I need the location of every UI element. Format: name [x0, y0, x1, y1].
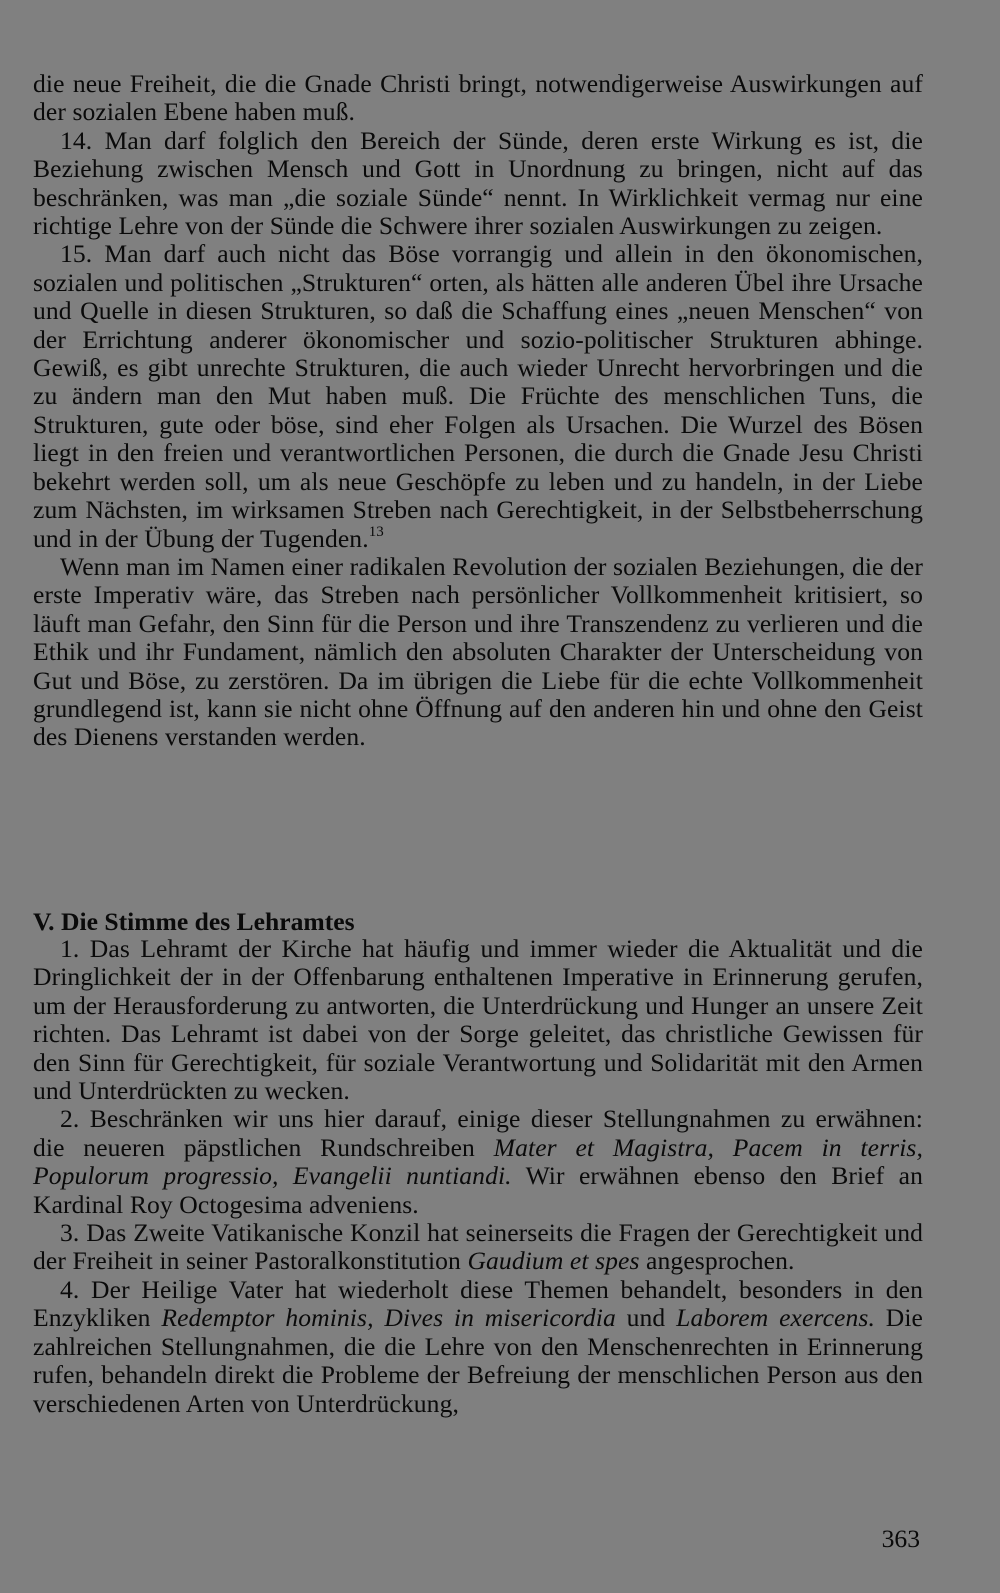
page-number: 363 [881, 1524, 920, 1553]
section-paragraph-2 [33, 1105, 923, 1219]
section-text-block [33, 935, 923, 1418]
section-paragraph-4 [33, 1276, 923, 1418]
s3-text-b: angesprochen. [639, 1246, 795, 1276]
s2-text-a: 2. Beschränken wir uns hier darauf, einige dieser Stellungnahmen zu erwähnen: die neueren päpstlichen Rundschreiben [33, 1104, 923, 1162]
section-heading: V. Die Stimme des Lehramtes [33, 907, 355, 936]
paragraph-wenn: Wenn man im Namen einer radikalen Revolution der sozialen Beziehungen, die der erste Imperativ wäre, das Streben nach persönlicher Vollkommenheit kritisiert, so läuft man Gefahr, den Sinn für die Person und ihre Transzendenz zu verlieren und die Ethik und ihr Fundament, nämlich den absoluten Charakter der Unterscheidung von Gut und Böse, zu zerstören. Da im übrigen die Liebe für die echte Vollkommenheit grundlegend ist, kann sie nicht ohne Öffnung auf den anderen hin und ohne den Geist des Dienens verstanden werden. [33, 551, 923, 752]
s4-italic-title-1: Redemptor hominis, Dives in misericordia [161, 1303, 616, 1333]
s4-italic-title-2: Laborem exercens. [676, 1303, 875, 1333]
paragraph-15-text: 15. Man darf auch nicht das Böse vorrangig und allein in den ökonomischen, sozialen und politischen „Strukturen“ orten, als hätten alle anderen Übel ihre Ursache und Quelle in diesen Strukturen, so daß die Schaffung eines „neuen Menschen“ von der Errichtung anderer ökonomischer und sozio-politischer Strukturen abhinge. Gewiß, es gibt unrechte Strukturen, die auch wieder Unrecht hervorbringen und die zu ändern man den Mut haben muß. Die Früchte des menschlichen Tuns, die Strukturen, gute oder böse, sind eher Folgen als Ursachen. Die Wurzel des Bösen liegt in den freien und verantwortlichen Personen, die durch die Gnade Jesu Christi bekehrt werden soll, um als neue Geschöpfe zu leben und zu handeln, in der Liebe zum Nächsten, im wirksamen Streben nach Gerechtigkeit, in der Selbstbeherrschung und in der Übung der Tugenden. [33, 239, 923, 553]
s2-italic-titles: Mater et Magistra, Pacem in terris, Populorum progressio, Evangelii nuntiandi. [33, 1132, 923, 1191]
s4-text-b: und [615, 1303, 677, 1333]
paragraph-15 [33, 240, 923, 552]
s3-text-a: 3. Das Zweite Vatikanische Konzil hat seinerseits die Fragen der Gerechtigkeit und der Freiheit in seiner Pastoralkonstitution [33, 1218, 923, 1276]
section-paragraph-1: 1. Das Lehramt der Kirche hat häufig und immer wieder die Aktualität und die Dringlichkeit der in der Offenbarung enthaltenen Imperative in Erinnerung gerufen, um der Herausforderung zu antworten, die Unterdrückung und Hunger an unsere Zeit richten. Das Lehramt ist dabei von der Sorge geleitet, das christliche Gewissen für den Sinn für Gerechtigkeit, für soziale Verantwortung und Solidarität mit den Armen und Unterdrückten zu wecken. [33, 934, 923, 1106]
s4-text-c: Die zahlreichen Stellungnahmen, die die Lehre von den Menschenrechten in Erinnerung rufen, behandeln direkt die Probleme der Befreiung der menschlichen Person aus den verschiedenen Arten von Unterdrückung, [33, 1303, 923, 1418]
s4-text-a: 4. Der Heilige Vater hat wiederholt diese Themen behandelt, besonders in den Enzykliken [33, 1274, 923, 1333]
section-paragraph-3 [33, 1219, 923, 1276]
paragraph-14: 14. Man darf folglich den Bereich der Sünde, deren erste Wirkung es ist, die Beziehung zwischen Mensch und Gott in Unordnung zu bringen, nicht auf das beschränken, was man „die soziale Sünde“ nennt. In Wirklichkeit vermag nur eine richtige Lehre von der Sünde die Schwere ihrer sozialen Auswirkungen zu zeigen. [33, 125, 923, 241]
s2-text-b: Wir erwähnen ebenso den Brief an Kardinal Roy Octogesima adveniens. [33, 1161, 923, 1219]
footnote-marker: 13 [368, 523, 384, 540]
top-text-block [33, 70, 923, 752]
paragraph-continuation: die neue Freiheit, die die Gnade Christi bringt, notwendigerweise Auswirkungen auf der sozialen Ebene haben muß. [33, 69, 923, 127]
s3-italic-title: Gaudium et spes [467, 1246, 640, 1276]
